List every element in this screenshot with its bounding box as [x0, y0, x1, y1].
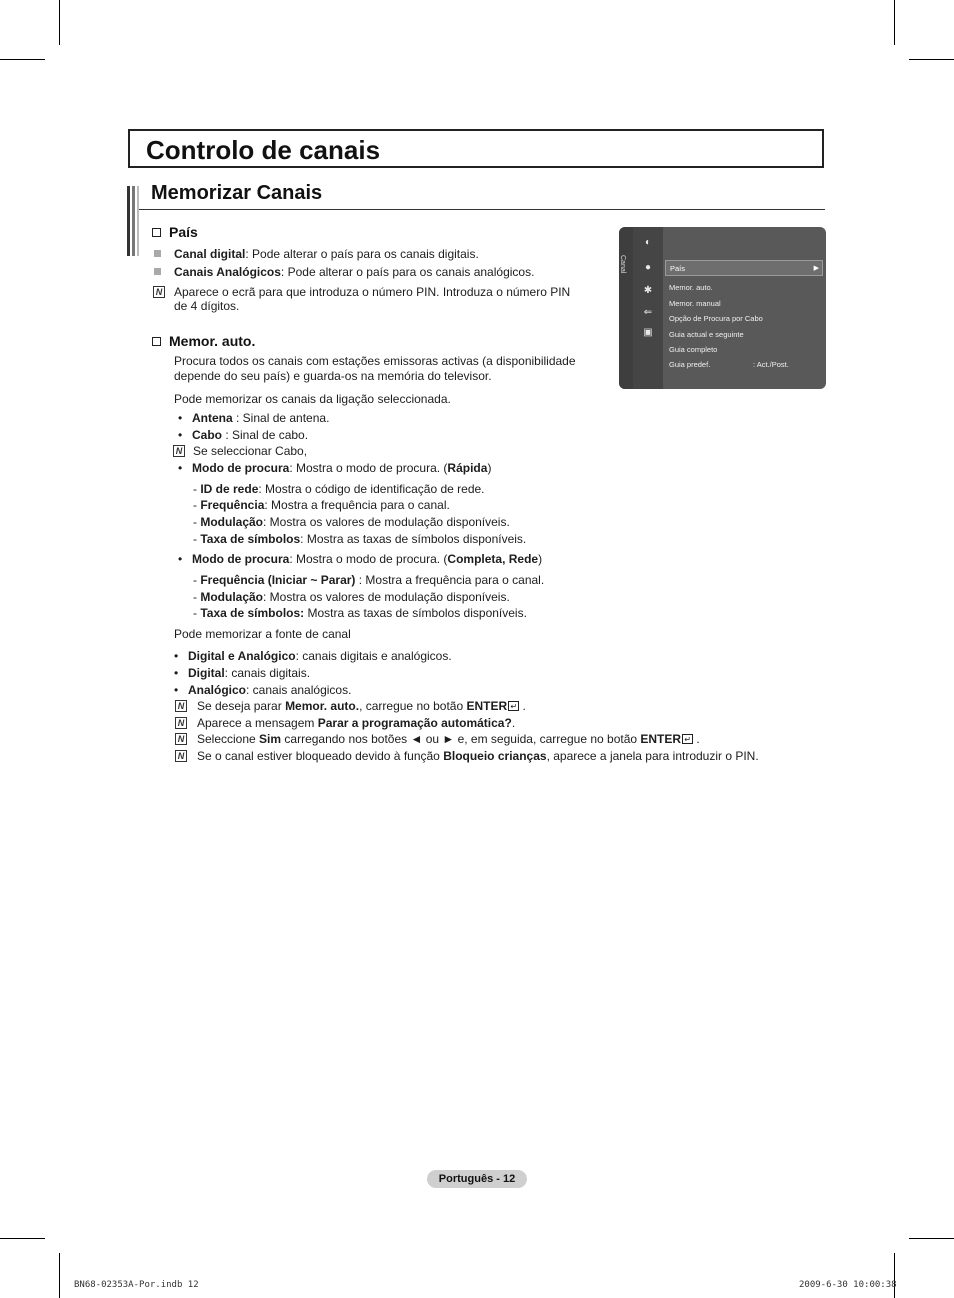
- osd-side-label: Canal: [619, 255, 626, 274]
- bullet-dot: •: [178, 552, 183, 566]
- mode1-sub-item: - ID de rede: Mostra o código de identificação de rede.: [193, 482, 485, 496]
- crop-mark: [894, 1253, 895, 1298]
- crop-mark: [0, 59, 45, 60]
- note-icon: N: [175, 733, 187, 745]
- pais-heading: País: [169, 224, 198, 240]
- osd-side-tab: [619, 227, 633, 389]
- gear-icon: ✱: [643, 285, 653, 296]
- connection-intro: Pode memorizar os canais da ligação seleccionada.: [174, 392, 451, 406]
- application-icon: ▣: [643, 327, 653, 338]
- mode1-sub-item: - Taxa de símbolos: Mostra as taxas de símbolos disponíveis.: [193, 532, 527, 546]
- crop-mark: [909, 1238, 954, 1239]
- osd-item[interactable]: Guia actual e seguinte: [669, 330, 744, 339]
- pais-heading-row: [152, 224, 198, 240]
- mode2-item: Modo de procura: Mostra o modo de procura. (Completa, Rede): [192, 552, 543, 566]
- input-icon: ⇐: [643, 307, 653, 318]
- crop-mark: [59, 1253, 60, 1298]
- square-bullet-icon: [154, 250, 161, 257]
- osd-item[interactable]: Guia completo: [669, 345, 718, 354]
- imprint-date: 2009-6-30 10:00:38: [799, 1280, 897, 1290]
- note-lock: Se o canal estiver bloqueado devido à função Bloqueio crianças, aparece a janela para introduzir o PIN.: [197, 749, 759, 763]
- source-item: Digital: canais digitais.: [188, 666, 311, 680]
- bullet-dot: •: [174, 683, 179, 697]
- page-title-box: [128, 129, 824, 168]
- note-icon: N: [175, 717, 187, 729]
- bullet-dot: •: [178, 461, 183, 475]
- source-intro: Pode memorizar a fonte de canal: [174, 627, 351, 641]
- section-bar: [127, 186, 139, 256]
- picture-icon: ◐: [644, 237, 652, 248]
- arrow-right-icon: ▶: [813, 265, 819, 272]
- page-title: Controlo de canais: [146, 135, 381, 165]
- pais-item: Canais Analógicos: Pode alterar o país para os canais analógicos.: [174, 265, 535, 279]
- square-bullet-icon: [154, 268, 161, 275]
- note-select: Seleccione Sim carregando nos botões ◄ ou ► e, em seguida, carregue no botão ENTER ↵ .: [197, 732, 700, 746]
- crop-mark: [59, 0, 60, 45]
- crop-mark: [0, 1238, 45, 1239]
- osd-menu: [619, 227, 826, 389]
- note-icon: N: [153, 286, 165, 298]
- source-item: Analógico: canais analógicos.: [188, 683, 352, 697]
- mode1-sub-item: - Modulação: Mostra os valores de modulação disponíveis.: [193, 515, 510, 529]
- note-icon: N: [175, 750, 187, 762]
- enter-icon: ↵: [508, 701, 519, 711]
- checkbox-icon: [152, 337, 161, 346]
- pais-item: Canal digital: Pode alterar o país para os canais digitais.: [174, 247, 479, 261]
- antenna-item: Antena : Sinal de antena.: [192, 411, 330, 425]
- osd-icon-column: [633, 227, 663, 389]
- note-message: Aparece a mensagem Parar a programação automática?.: [197, 716, 516, 730]
- cable-note: Se seleccionar Cabo,: [193, 444, 308, 458]
- page-number: Português - 12: [427, 1170, 527, 1188]
- section-title: Memorizar Canais: [151, 182, 323, 204]
- note-icon: N: [173, 445, 185, 457]
- osd-selected-item[interactable]: País ▶: [665, 260, 823, 276]
- enter-icon: ↵: [682, 734, 693, 744]
- bullet-dot: •: [174, 666, 179, 680]
- pais-note-line2: de 4 dígitos.: [174, 299, 240, 313]
- osd-item[interactable]: Memor. auto.: [669, 283, 713, 292]
- bullet-dot: •: [178, 428, 183, 442]
- osd-item-value: : Act./Post.: [753, 360, 789, 369]
- mode1-sub-item: - Frequência: Mostra a frequência para o canal.: [193, 498, 450, 512]
- osd-item[interactable]: Guia predef.: [669, 360, 711, 369]
- section-rule: [139, 209, 825, 210]
- channel-icon: ●: [644, 262, 652, 273]
- cable-item: Cabo : Sinal de cabo.: [192, 428, 309, 442]
- pais-note-line1: Aparece o ecrã para que introduza o número PIN. Introduza o número PIN: [174, 285, 571, 299]
- note-stop: Se deseja parar Memor. auto., carregue no botão ENTER ↵ .: [197, 699, 526, 713]
- mode2-sub-item: - Taxa de símbolos: Mostra as taxas de símbolos disponíveis.: [193, 606, 527, 620]
- memor-intro-line1: Procura todos os canais com estações emissoras activas (a disponibilidade: [174, 354, 576, 368]
- mode1-item: Modo de procura: Mostra o modo de procura. (Rápida): [192, 461, 492, 475]
- note-icon: N: [175, 700, 187, 712]
- source-item: Digital e Analógico: canais digitais e analógicos.: [188, 649, 452, 663]
- osd-item[interactable]: Memor. manual: [669, 299, 721, 308]
- checkbox-icon: [152, 228, 161, 237]
- mode2-sub-item: - Frequência (Iniciar ~ Parar) : Mostra a frequência para o canal.: [193, 573, 545, 587]
- bullet-dot: •: [178, 411, 183, 425]
- imprint-file: BN68-02353A-Por.indb 12: [74, 1280, 199, 1290]
- memor-intro-line2: depende do seu país) e guarda-os na memória do televisor.: [174, 369, 492, 383]
- mode2-sub-item: - Modulação: Mostra os valores de modulação disponíveis.: [193, 590, 510, 604]
- memor-heading-row: [152, 333, 255, 349]
- osd-item[interactable]: Opção de Procura por Cabo: [669, 314, 763, 323]
- bullet-dot: •: [174, 649, 179, 663]
- crop-mark: [909, 59, 954, 60]
- crop-mark: [894, 0, 895, 45]
- memor-heading: Memor. auto.: [169, 333, 256, 349]
